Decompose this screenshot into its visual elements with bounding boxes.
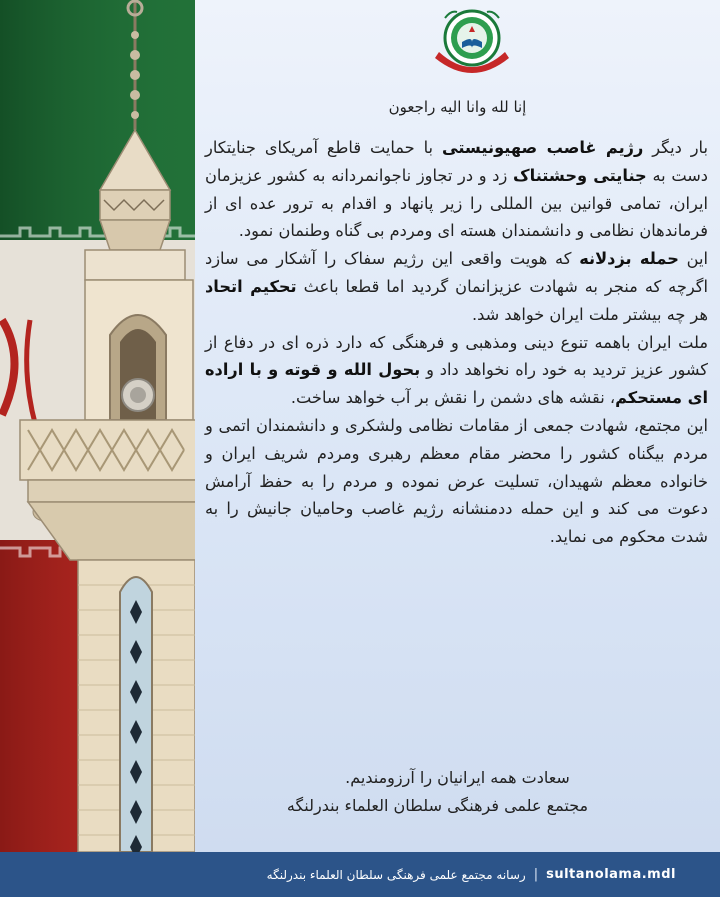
- statement-paragraph: [205, 412, 708, 551]
- footer-separator: |: [533, 867, 539, 882]
- message-panel: [195, 0, 720, 852]
- statement-paragraph: [205, 245, 708, 328]
- footer-bar: [195, 852, 720, 897]
- statement-paragraph: [205, 134, 708, 245]
- institute-emblem-icon: [431, 6, 513, 76]
- footer-tagline: رسانه مجتمع علمی فرهنگی سلطان العلماء بندرلنگه: [266, 867, 526, 882]
- signature: مجتمع علمی فرهنگی سلطان العلماء بندرلنگه: [286, 796, 589, 815]
- text-run: ، نقشه های دشمن را نقش بر آب خواهد ساخت.: [290, 388, 616, 408]
- emphasis-phrase: حمله بزدلانه: [579, 249, 679, 269]
- emphasis-phrase: تحکیم اتحاد: [205, 276, 297, 296]
- text-run: که هویت واقعی این رژیم سفاک را آشکار می سازد اگرچه که منجر به شهادت عزیزانمان گردید اما قطعا باعث: [205, 249, 708, 296]
- text-run: هر چه بیشتر ملت ایران خواهد شد.: [471, 304, 708, 324]
- closing-block: [195, 764, 720, 820]
- footer-site-link[interactable]: sultanolama.mdl: [546, 867, 676, 882]
- statement-paragraph: [205, 329, 708, 412]
- text-run: ملت ایران باهمه تنوع دینی ومذهبی و فرهنگی که دارد ذره ای در دفاع از کشور عزیز تردید به خود راه نخواهد داد و: [205, 332, 709, 380]
- flag-minaret-illustration: [0, 0, 195, 852]
- footer-left-strip: [0, 852, 195, 897]
- text-run: زد و در تجاوز ناجوانمردانه به کشور عزیزمان ایران، تمامی قوانین بین المللی را زیر پانهاد و اقدام به ترور عده ای از فرماندهان نظامی و دانشمندان هسته ای ومردم بی گناه وطنمان نمود.: [205, 165, 708, 241]
- statement-body: [205, 134, 708, 551]
- emphasis-phrase: بحول الله و قوته و با اراده ای مستحکم: [205, 360, 708, 408]
- emphasis-phrase: جنایتی وحشتناک: [513, 165, 647, 185]
- closing-wish: سعادت همه ایرانیان را آرزومندیم.: [345, 768, 570, 787]
- emphasis-phrase: رژیم غاصب صهیونیستی: [441, 138, 644, 157]
- minaret-image: [0, 0, 195, 852]
- text-run: این مجتمع، شهادت جمعی از مقامات نظامی ولشکری و دانشمندان اتمی و مردم بیگناه کشور را محضر مقام معظم رهبری ومردم شریف ایران و خانواده معظم شهیدان، تسلیت عرض نموده و مردم را به حفظ آرامش دعوت می کند و این حمله ددمنشانه رژیم غاصب وحامیان جانیش را به شدت محکوم می نماید.: [205, 415, 708, 547]
- text-run: این: [678, 249, 708, 269]
- text-run: بار دیگر: [643, 138, 708, 157]
- condolence-verse: إنا لله وانا اليه راجعون: [388, 98, 527, 116]
- text-run: با حمایت قاطع آمریکای جنایتکار دست به: [205, 138, 708, 185]
